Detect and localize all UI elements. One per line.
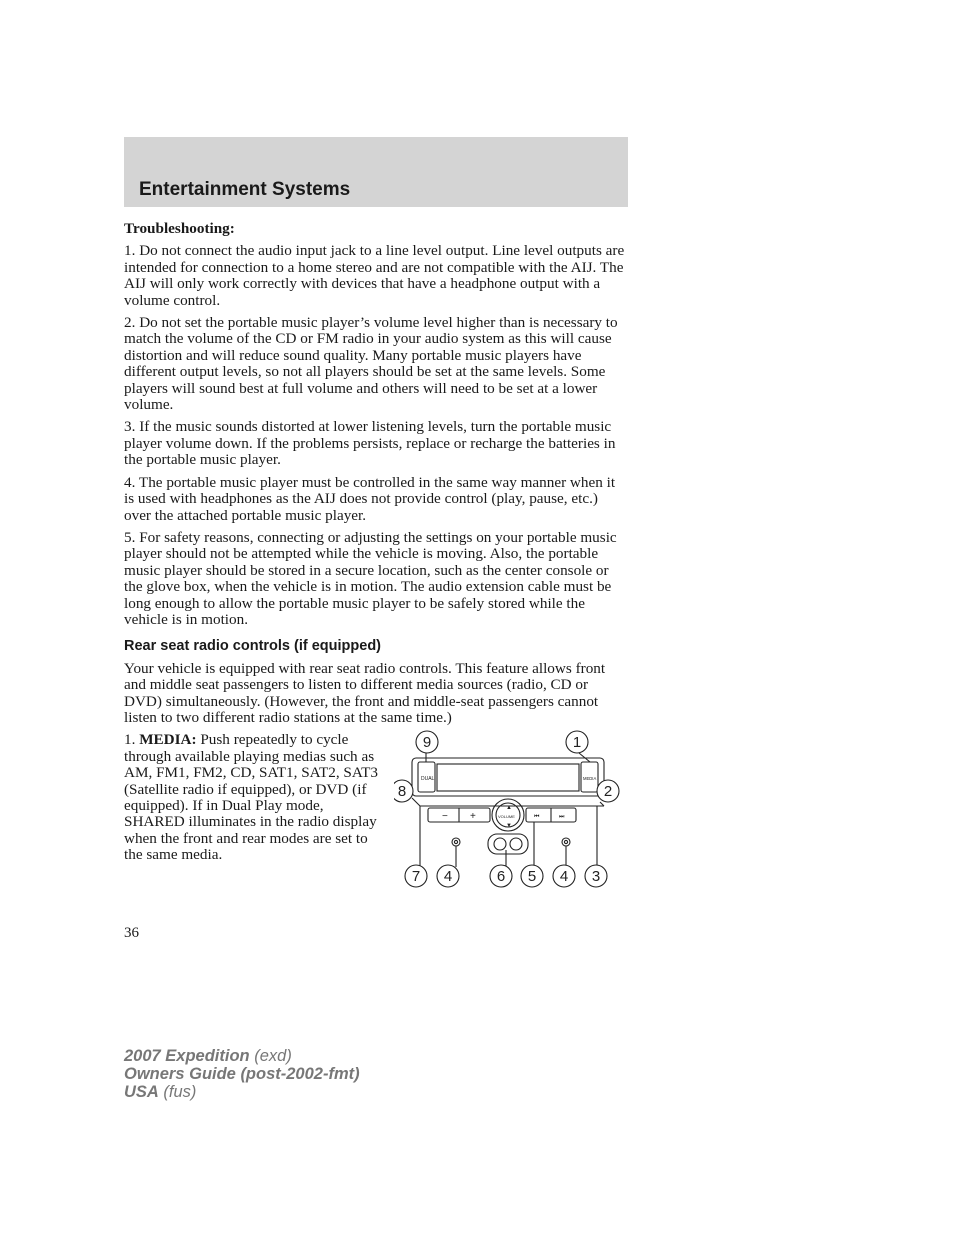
rear-seat-controls-diagram <box>394 720 634 890</box>
footer-market: USA <box>124 1083 159 1101</box>
page-content <box>124 221 628 892</box>
media-body: Push repeatedly to cycle through available playing medias such as AM, FM1, FM2, CD, SAT1, SAT2, SAT3 (Satellite radio if equipped), or DVD (if equipped). If in Dual Play mode, SHARED illuminates in the radio display when the front and rear modes are set to the same media. <box>124 731 379 864</box>
page-number: 36 <box>124 925 139 941</box>
callout-label: 1 <box>572 734 582 752</box>
callout-label: 4 <box>443 868 453 886</box>
minus-label: − <box>442 811 448 823</box>
media-button-label: MEDIA <box>583 776 597 782</box>
footer-line-1 <box>124 1047 360 1065</box>
svg-text:▲: ▲ <box>506 805 512 812</box>
callout-label: 8 <box>397 783 407 801</box>
media-description <box>124 732 380 863</box>
troubleshooting-item: 1. Do not connect the audio input jack to a line level output. Line level outputs are intended for connection to a home stereo and are not compatible with the AIJ. The AIJ will only work correctly with devices that have a headphone output with a volume control. <box>124 242 625 309</box>
callout-label: 9 <box>422 734 432 752</box>
footer-guide: Owners Guide (post-2002-fmt) <box>124 1065 360 1083</box>
callout-label: 2 <box>603 783 613 801</box>
footer-line-3 <box>124 1083 360 1101</box>
rear-seat-heading: Rear seat radio controls (if equipped) <box>124 638 382 655</box>
footer-market-code: (fus) <box>158 1083 197 1101</box>
display-screen <box>437 764 579 791</box>
media-row <box>124 732 628 892</box>
section-header-band <box>124 137 628 207</box>
footer-model: 2007 Expedition <box>124 1047 250 1065</box>
callout-label: 4 <box>559 868 569 886</box>
dual-button-label: DUAL <box>421 776 435 783</box>
svg-text:⏮: ⏮ <box>534 814 540 821</box>
footer-line-2 <box>124 1065 360 1083</box>
troubleshooting-item: 3. If the music sounds distorted at lower listening levels, turn the portable music player volume down. If the problems persists, replace or recharge the batteries in the portable music player. <box>124 418 616 469</box>
rear-seat-intro: Your vehicle is equipped with rear seat radio controls. This feature allows front and middle seat passengers to listen to different media sources (radio, CD or DVD) simultaneously. (However, the front and middle-seat passengers cannot listen to two different radio stations at the same time.) <box>124 659 606 726</box>
troubleshooting-item: 2. Do not set the portable music player’s volume level higher than is necessary to match the volume of the CD or FM radio in your audio system as this will cause distortion and will reduce sound quality. Many portable music players have different output levels, so not all players should be set at the same levels. Some players will sound best at full volume and others will need to be set at a lower volume. <box>124 314 618 414</box>
callout-label: 3 <box>591 868 601 886</box>
section-title: Entertainment Systems <box>139 179 351 200</box>
svg-text:⏭: ⏭ <box>559 814 565 821</box>
callout-label: 6 <box>496 868 506 886</box>
headphone-jack-left <box>452 838 460 846</box>
document-footer <box>124 1047 360 1101</box>
volume-label: VOLUME <box>498 814 515 820</box>
headphone-jack-right <box>562 838 570 846</box>
svg-text:▼: ▼ <box>506 823 512 830</box>
troubleshooting-item: 4. The portable music player must be controlled in the same way manner when it is used with headphones as the AIJ does not provide control (play, pause, etc.) over the attached portable music player. <box>124 473 616 524</box>
media-number: 1. <box>124 731 140 749</box>
callout-label: 5 <box>527 868 537 886</box>
callout-label: 7 <box>411 868 421 886</box>
footer-model-code: (exd) <box>249 1047 292 1065</box>
troubleshooting-item: 5. For safety reasons, connecting or adjusting the settings on your portable music player should not be attempted while the vehicle is moving. Also, the portable music player should be stored in a secure location, such as the center console or the glove box, when the vehicle is in motion. The audio extension cable must be long enough to allow the portable music player to be safely stored while the vehicle is in motion. <box>124 528 617 628</box>
media-label: MEDIA: <box>139 731 197 749</box>
plus-label: + <box>470 811 476 823</box>
troubleshooting-heading: Troubleshooting: <box>124 220 235 237</box>
